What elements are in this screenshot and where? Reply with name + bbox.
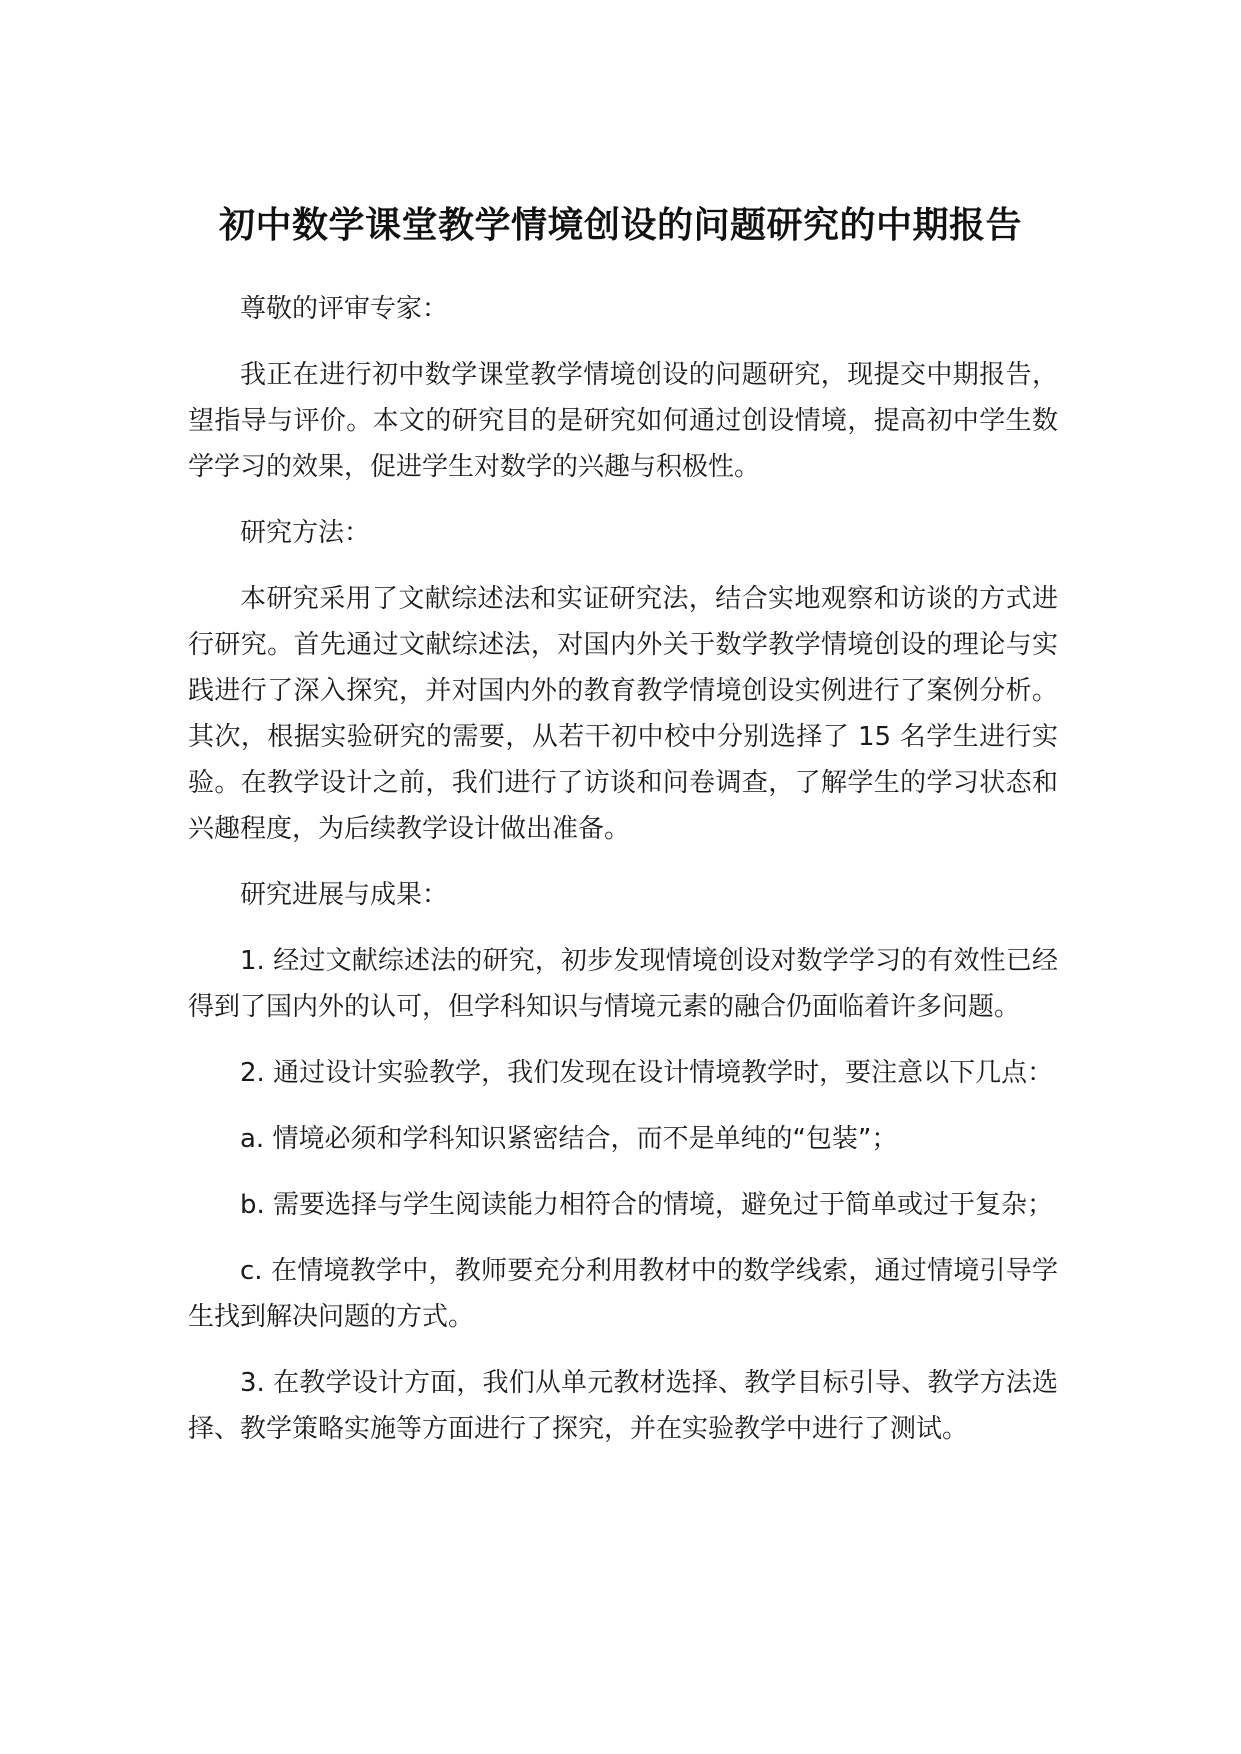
section-heading-progress: 研究进展与成果： [240, 880, 449, 910]
progress-subitem-a: a. 情境必须和学科知识紧密结合，而不是单纯的“包装”； [240, 1124, 898, 1154]
document-title: 初中数学课堂教学情境创设的问题研究的中期报告 [218, 205, 1022, 247]
progress-subitem-c: c. 在情境教学中，教师要充分利用教材中的数学线索，通过情境引导学生找到解决问题的方式。 [188, 1256, 1058, 1332]
methods-paragraph: 本研究采用了文献综述法和实证研究法，结合实地观察和访谈的方式进行研究。首先通过文献综述法，对国内外关于数学教学情境创设的理论与实践进行了深入探究，并对国内外的教育教学情境创设实例进行了案例分析。其次，根据实验研究的需要，从若干初中校中分别选择了 15 名学生进行实验。在教学设计之前，我们进行了访谈和问卷调查，了解学生的学习状态和兴趣程度，为后续教学设计做出准备。 [188, 584, 1058, 844]
salutation: 尊敬的评审专家： [240, 294, 449, 324]
progress-item-3: 3. 在教学设计方面，我们从单元教材选择、教学目标引导、教学方法选择、教学策略实施等方面进行了探究，并在实验教学中进行了测试。 [188, 1368, 1058, 1444]
intro-paragraph: 我正在进行初中数学课堂教学情境创设的问题研究，现提交中期报告，望指导与评价。本文的研究目的是研究如何通过创设情境，提高初中学生数学学习的效果，促进学生对数学的兴趣与积极性。 [188, 360, 1058, 482]
progress-item-2: 2. 通过设计实验教学，我们发现在设计情境教学时，要注意以下几点： [240, 1058, 1054, 1088]
document-body [188, 286, 1058, 1472]
section-heading-methods: 研究方法： [240, 518, 371, 548]
progress-subitem-b: b. 需要选择与学生阅读能力相符合的情境，避免过于简单或过于复杂； [240, 1190, 1054, 1220]
progress-item-1: 1. 经过文献综述法的研究，初步发现情境创设对数学学习的有效性已经得到了国内外的认可，但学科知识与情境元素的融合仍面临着许多问题。 [188, 946, 1058, 1022]
